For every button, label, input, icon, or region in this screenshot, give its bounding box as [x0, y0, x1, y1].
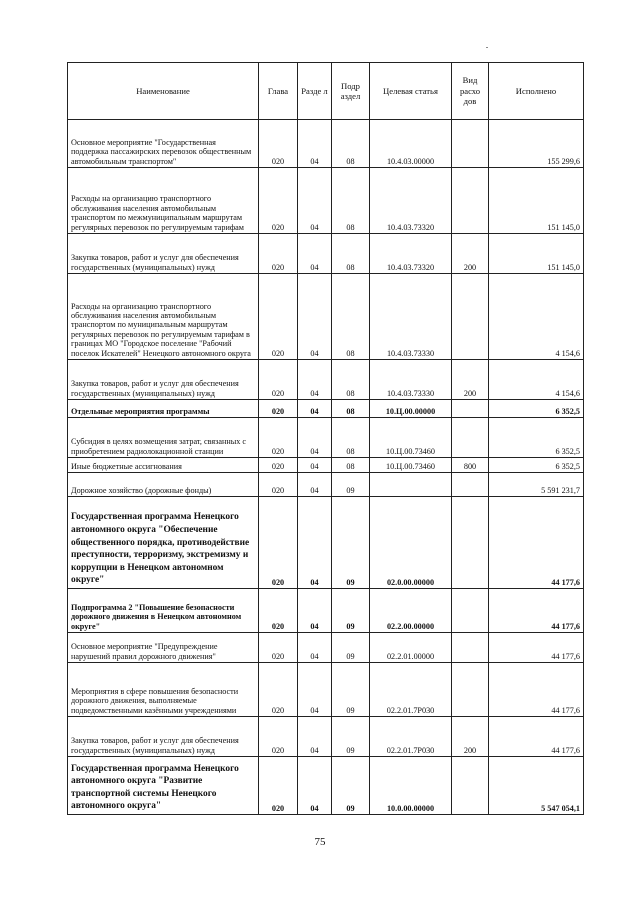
row-executed: 155 299,6 [489, 120, 584, 168]
row-target: 10.4.03.73320 [370, 168, 452, 234]
row-executed: 44 177,6 [489, 717, 584, 757]
scan-speck [486, 47, 488, 48]
row-chapter: 020 [259, 717, 298, 757]
row-subsection: 08 [332, 234, 370, 274]
row-name: Дорожное хозяйство (дорожные фонды) [68, 473, 259, 497]
row-expense-type [452, 400, 489, 418]
header-target: Целевая статья [370, 63, 452, 120]
table-row [68, 473, 584, 497]
row-expense-type [452, 168, 489, 234]
table-row [68, 717, 584, 757]
table-row [68, 589, 584, 633]
row-executed: 5 547 054,1 [489, 757, 584, 815]
row-subsection: 09 [332, 717, 370, 757]
row-section: 04 [298, 717, 332, 757]
row-target: 02.2.01.7Р030 [370, 663, 452, 717]
row-name: Закупка товаров, работ и услуг для обеспечения государственных (муниципальных) нужд [68, 234, 259, 274]
row-expense-type [452, 274, 489, 360]
row-chapter: 020 [259, 400, 298, 418]
row-executed: 4 154,6 [489, 360, 584, 400]
row-chapter: 020 [259, 458, 298, 473]
row-target: 02.2.00.00000 [370, 589, 452, 633]
row-subsection: 08 [332, 400, 370, 418]
row-target: 10.Ц.00.73460 [370, 458, 452, 473]
row-target: 02.2.01.00000 [370, 633, 452, 663]
row-chapter: 020 [259, 633, 298, 663]
row-section: 04 [298, 458, 332, 473]
row-section: 04 [298, 234, 332, 274]
row-expense-type [452, 473, 489, 497]
table-row [68, 274, 584, 360]
row-expense-type: 200 [452, 234, 489, 274]
row-subsection: 08 [332, 168, 370, 234]
row-name: Государственная программа Ненецкого автономного округа "Обеспечение общественного порядка, противодействие преступности, терроризму, экстремизму и коррупции в Ненецком автономном округе" [68, 497, 259, 589]
row-section: 04 [298, 274, 332, 360]
header-chapter: Глава [259, 63, 298, 120]
row-section: 04 [298, 757, 332, 815]
header-executed: Исполнено [489, 63, 584, 120]
row-section: 04 [298, 473, 332, 497]
row-subsection: 09 [332, 473, 370, 497]
budget-table [67, 62, 584, 815]
row-name: Расходы на организацию транспортного обслуживания населения автомобильным транспортом по муниципальным маршрутам регулярных перевозок по регулируемым тарифам в границах МО "Городское поселение "Рабочий поселок Искателей" Ненецкого автономного округа [68, 274, 259, 360]
row-chapter: 020 [259, 757, 298, 815]
row-expense-type [452, 663, 489, 717]
row-expense-type [452, 497, 489, 589]
row-subsection: 09 [332, 757, 370, 815]
row-chapter: 020 [259, 418, 298, 458]
row-name: Основное мероприятие "Предупреждение нарушений правил дорожного движения" [68, 633, 259, 663]
row-chapter: 020 [259, 589, 298, 633]
table-row [68, 168, 584, 234]
row-executed: 151 145,0 [489, 168, 584, 234]
table-row [68, 497, 584, 589]
row-chapter: 020 [259, 663, 298, 717]
row-expense-type [452, 589, 489, 633]
row-target: 02.2.01.7Р030 [370, 717, 452, 757]
row-section: 04 [298, 633, 332, 663]
page-number: 75 [314, 836, 326, 848]
row-name: Мероприятия в сфере повышения безопасности дорожного движения, выполняемые подведомственными казёнными учреждениями [68, 663, 259, 717]
table-row [68, 400, 584, 418]
table-row [68, 458, 584, 473]
row-chapter: 020 [259, 473, 298, 497]
row-target: 10.4.03.73330 [370, 274, 452, 360]
row-expense-type [452, 757, 489, 815]
row-target: 10.Ц.00.73460 [370, 418, 452, 458]
row-section: 04 [298, 497, 332, 589]
table-row [68, 234, 584, 274]
header-subsection: Подр аздел [332, 63, 370, 120]
row-section: 04 [298, 120, 332, 168]
row-chapter: 020 [259, 497, 298, 589]
row-executed: 6 352,5 [489, 418, 584, 458]
row-name: Закупка товаров, работ и услуг для обеспечения государственных (муниципальных) нужд [68, 717, 259, 757]
row-executed: 44 177,6 [489, 589, 584, 633]
row-subsection: 09 [332, 497, 370, 589]
table-row [68, 360, 584, 400]
row-subsection: 08 [332, 274, 370, 360]
row-executed: 4 154,6 [489, 274, 584, 360]
row-target [370, 473, 452, 497]
row-executed: 44 177,6 [489, 633, 584, 663]
row-expense-type: 800 [452, 458, 489, 473]
row-subsection: 09 [332, 589, 370, 633]
row-chapter: 020 [259, 120, 298, 168]
row-target: 10.Ц.00.00000 [370, 400, 452, 418]
row-expense-type [452, 633, 489, 663]
row-chapter: 020 [259, 360, 298, 400]
row-chapter: 020 [259, 274, 298, 360]
row-section: 04 [298, 168, 332, 234]
row-executed: 44 177,6 [489, 497, 584, 589]
row-section: 04 [298, 400, 332, 418]
header-expense-type: Вид расхо дов [452, 63, 489, 120]
row-name: Закупка товаров, работ и услуг для обеспечения государственных (муниципальных) нужд [68, 360, 259, 400]
row-section: 04 [298, 418, 332, 458]
row-chapter: 020 [259, 234, 298, 274]
row-subsection: 09 [332, 663, 370, 717]
header-name: Наименование [68, 63, 259, 120]
row-executed: 151 145,0 [489, 234, 584, 274]
row-expense-type [452, 418, 489, 458]
row-section: 04 [298, 589, 332, 633]
row-subsection: 08 [332, 360, 370, 400]
row-executed: 6 352,5 [489, 458, 584, 473]
row-subsection: 08 [332, 120, 370, 168]
table-row [68, 757, 584, 815]
row-expense-type: 200 [452, 717, 489, 757]
row-chapter: 020 [259, 168, 298, 234]
row-target: 10.0.00.00000 [370, 757, 452, 815]
header-section: Разде л [298, 63, 332, 120]
table-row [68, 663, 584, 717]
table-header-row [68, 63, 584, 120]
row-subsection: 08 [332, 458, 370, 473]
row-executed: 44 177,6 [489, 663, 584, 717]
row-name: Подпрограмма 2 "Повышение безопасности дорожного движения в Ненецком автономном округе" [68, 589, 259, 633]
row-target: 10.4.03.00000 [370, 120, 452, 168]
row-target: 10.4.03.73320 [370, 234, 452, 274]
table-row [68, 418, 584, 458]
row-name: Отдельные мероприятия программы [68, 400, 259, 418]
table-row [68, 120, 584, 168]
row-target: 02.0.00.00000 [370, 497, 452, 589]
table-row [68, 633, 584, 663]
row-executed: 6 352,5 [489, 400, 584, 418]
row-name: Иные бюджетные ассигнования [68, 458, 259, 473]
row-section: 04 [298, 360, 332, 400]
row-subsection: 08 [332, 418, 370, 458]
row-name: Расходы на организацию транспортного обслуживания населения автомобильным транспортом по межмуниципальным маршрутам регулярных перевозок по регулируемым тарифам [68, 168, 259, 234]
row-target: 10.4.03.73330 [370, 360, 452, 400]
row-expense-type [452, 120, 489, 168]
row-subsection: 09 [332, 633, 370, 663]
row-section: 04 [298, 663, 332, 717]
row-name: Государственная программа Ненецкого автономного округа "Развитие транспортной системы Ненецкого автономного округа" [68, 757, 259, 815]
row-name: Основное мероприятие "Государственная поддержка пассажирских перевозок общественным автомобильным транспортом" [68, 120, 259, 168]
row-name: Субсидия в целях возмещения затрат, связанных с приобретением радиолокационной станции [68, 418, 259, 458]
row-expense-type: 200 [452, 360, 489, 400]
row-executed: 5 591 231,7 [489, 473, 584, 497]
